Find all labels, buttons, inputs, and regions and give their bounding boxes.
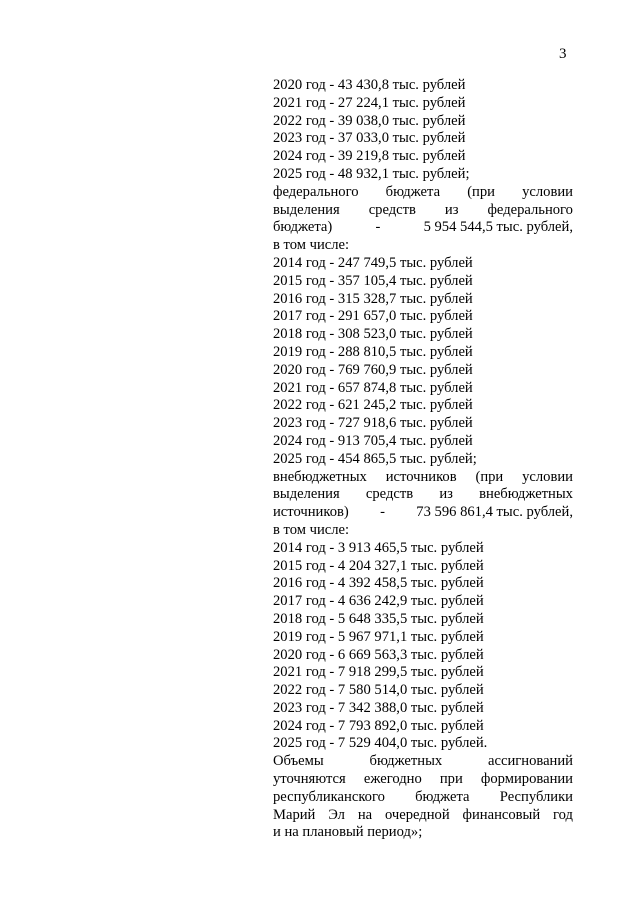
year-line: 2020 год - 769 760,9 тыс. рублей [273,361,473,378]
word: формировании [480,771,573,788]
year-line: 2023 год - 37 033,0 тыс. рублей [273,130,466,147]
extrabudgetary-total-line [273,504,573,522]
word: Объемы [273,753,324,770]
year-line: 2014 год - 3 913 465,5 тыс. рублей [273,539,484,556]
federal-total: 5 954 544,5 тыс. рублей, [423,219,573,236]
word: из [439,486,453,503]
extrabudgetary-heading-line-1 [273,469,573,487]
year-line: 2019 год - 288 810,5 тыс. рублей [273,343,473,360]
including-label: в том числе: [273,237,350,254]
word: финансовый [462,806,541,823]
word: бюджета [385,183,441,200]
year-line: 2024 год - 39 219,8 тыс. рублей [273,148,466,165]
word: - [380,504,385,521]
year-line: 2022 год - 621 245,2 тыс. рублей [273,397,473,414]
year-line: 2015 год - 4 204 327,1 тыс. рублей [273,557,484,574]
year-line: 2017 год - 291 657,0 тыс. рублей [273,308,473,325]
word: средств [368,201,416,218]
year-line: 2018 год - 5 648 335,5 тыс. рублей [273,610,484,627]
word: при [439,771,463,788]
word: выделения [273,201,340,218]
including-label: в том числе: [273,521,350,538]
word: федерального [273,183,359,200]
year-line: 2020 год - 6 669 563,3 тыс. рублей [273,646,484,663]
extrabudgetary-total: 73 596 861,4 тыс. рублей, [416,504,573,521]
closing-line-1 [273,753,573,771]
word: бюджетных [369,753,443,770]
federal-heading-line-2 [273,202,573,220]
word: источников [385,468,457,485]
word: на [357,806,373,823]
word: условии [522,183,573,200]
extrabudgetary-paragraph [273,469,573,754]
word: очередной [384,806,450,823]
closing-line-5: и на плановый период»; [273,824,423,841]
closing-line-2 [273,771,573,789]
word: внебюджетных [273,468,367,485]
federal-years-list [273,255,573,469]
document-body [273,77,573,842]
word: Эл [328,806,345,823]
word: бюджета [415,788,470,805]
page-number: 3 [559,46,567,62]
word: уточняются [273,771,346,788]
year-line: 2023 год - 7 342 388,0 тыс. рублей [273,699,484,716]
closing-line-4 [273,807,573,825]
regional-years-list [273,77,573,184]
word: (при [475,468,504,485]
year-line: 2021 год - 7 918 299,5 тыс. рублей [273,664,484,681]
federal-heading-line-1 [273,184,573,202]
word: из [444,201,459,218]
year-line: 2017 год - 4 636 242,9 тыс. рублей [273,593,484,610]
year-line: 2021 год - 27 224,1 тыс. рублей [273,94,466,111]
word: республиканского [273,788,385,805]
word: внебюджетных [479,486,573,503]
word: Марий [273,806,316,823]
word: средств [365,486,414,503]
year-line: 2014 год - 247 749,5 тыс. рублей [273,254,473,271]
word: год [553,806,573,823]
federal-total-line [273,219,573,237]
word: (при [467,183,495,200]
word: условии [522,468,573,485]
extrabudgetary-years-list [273,540,573,754]
year-line: 2025 год - 48 932,1 тыс. рублей; [273,165,470,182]
word: ассигнований [488,753,573,770]
closing-paragraph [273,753,573,842]
extrabudgetary-heading-line-2 [273,486,573,504]
year-line: 2016 год - 315 328,7 тыс. рублей [273,290,473,307]
year-line: 2025 год - 7 529 404,0 тыс. рублей. [273,735,488,752]
year-line: 2024 год - 913 705,4 тыс. рублей [273,432,473,449]
year-line: 2022 год - 7 580 514,0 тыс. рублей [273,682,484,699]
federal-budget-paragraph [273,184,573,469]
word: ежегодно [363,771,422,788]
word: выделения [273,486,340,503]
word: федерального [487,201,573,218]
word: бюджета) [273,219,333,236]
year-line: 2022 год - 39 038,0 тыс. рублей [273,112,466,129]
closing-line-3 [273,789,573,807]
year-line: 2020 год - 43 430,8 тыс. рублей [273,77,466,93]
year-line: 2025 год - 454 865,5 тыс. рублей; [273,450,477,467]
word: Республики [499,788,573,805]
year-line: 2023 год - 727 918,6 тыс. рублей [273,415,473,432]
word: - [375,219,381,236]
year-line: 2019 год - 5 967 971,1 тыс. рублей [273,628,484,645]
word: источников) [273,504,349,521]
year-line: 2021 год - 657 874,8 тыс. рублей [273,379,473,396]
year-line: 2016 год - 4 392 458,5 тыс. рублей [273,575,484,592]
year-line: 2018 год - 308 523,0 тыс. рублей [273,326,473,343]
year-line: 2024 год - 7 793 892,0 тыс. рублей [273,717,484,734]
year-line: 2015 год - 357 105,4 тыс. рублей [273,272,473,289]
